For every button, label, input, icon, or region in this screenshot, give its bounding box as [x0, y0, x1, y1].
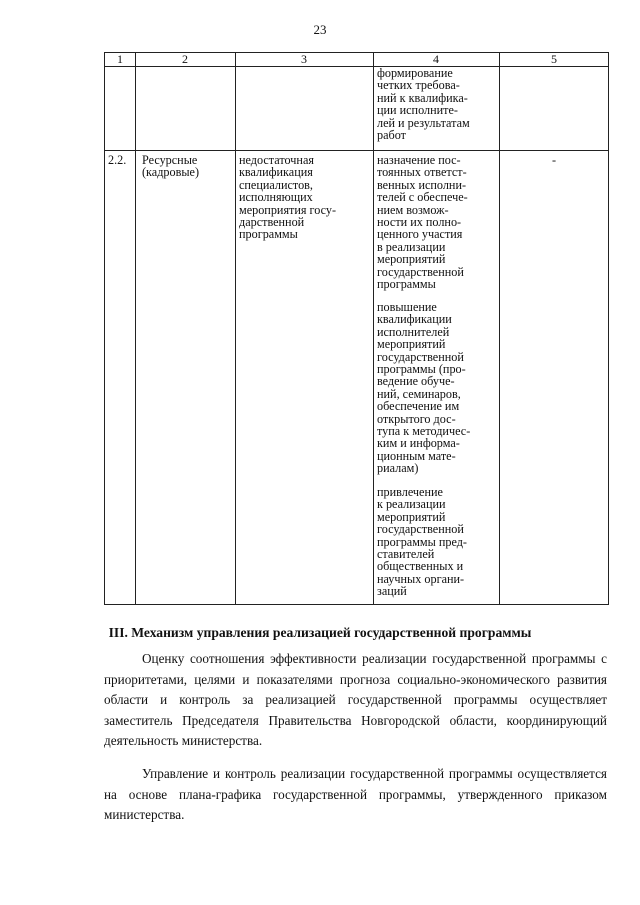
cell-line: ности их полно- — [377, 215, 462, 230]
cell-line: государственной — [377, 264, 464, 279]
cell-line: мероприятий — [377, 337, 446, 352]
cell-line: привлечение — [377, 485, 443, 499]
cell-line: открытого дос- — [377, 411, 456, 426]
cell-line: тоянных ответст- — [377, 165, 467, 180]
page-number: 23 — [313, 22, 327, 37]
cell-line: тупа к методичес- — [377, 424, 471, 439]
header-col-1: 1 — [117, 52, 123, 66]
cell-line: научных органи- — [377, 571, 465, 586]
measure-1-cell — [377, 154, 468, 290]
cell-line: мероприятий — [377, 252, 446, 267]
cell-line: программы — [377, 277, 436, 292]
header-col-5: 5 — [551, 52, 557, 66]
cell-line: (кадровые) — [142, 165, 200, 180]
cell-line: государственной — [377, 349, 464, 364]
cell-line: формирование — [377, 66, 453, 80]
header-col-2: 2 — [182, 52, 188, 66]
cell-line: ции исполните- — [377, 103, 458, 118]
risk-table — [104, 52, 609, 605]
cell-line: ний к квалифика- — [377, 90, 468, 105]
risk-type-cell — [142, 154, 199, 179]
cell-line: программы — [239, 227, 298, 242]
cell-line: ставителей — [377, 547, 435, 562]
measure-3-cell — [377, 486, 467, 598]
cell-line: лей и результатам — [377, 115, 470, 130]
column-divider — [499, 53, 500, 604]
cell-line: ким и информа- — [377, 436, 460, 451]
cell-line: венных исполни- — [377, 177, 467, 192]
column-5-value: - — [551, 153, 557, 167]
measure-2-cell — [377, 301, 470, 475]
column-divider — [373, 53, 374, 604]
section-heading: III. Механизм управления реализацией государственной программы — [108, 625, 532, 640]
cell-line: мероприятия госу- — [239, 202, 337, 217]
paragraph-text: Оценку соотношения эффективности реализации государственной программы с приоритетами, целями и показателями прогноза социально-экономического развития области и контроль за реализацией государственной программы осуществляет заместитель Председателя Правительства Новгородской области, координирующий деятельность министерства. — [104, 651, 607, 748]
cell-line: мероприятий — [377, 509, 446, 524]
continued-measure-cell — [377, 67, 470, 141]
cell-line: ведение обуче- — [377, 374, 455, 389]
cell-line: нием возмож- — [377, 202, 449, 217]
cell-line: ценного участия — [377, 227, 463, 242]
cell-line: работ — [377, 128, 406, 143]
cell-line: обеспечение им — [377, 399, 460, 414]
cell-line: исполняющих — [239, 190, 313, 205]
row-number: 2.2. — [108, 153, 127, 167]
cell-line: назначение пос- — [377, 153, 461, 167]
cell-line: общественных и — [377, 559, 464, 574]
paragraph-text: Управление и контроль реализации государственной программы осуществляется на основе плана-графика государственной программы, утвержденного приказом министерства. — [104, 766, 607, 822]
row-divider — [105, 150, 608, 151]
cell-line: ний, семинаров, — [377, 386, 461, 401]
cell-line: телей с обеспече- — [377, 190, 468, 205]
header-col-4: 4 — [433, 52, 439, 66]
cell-line: дарственной — [239, 215, 305, 230]
column-divider — [235, 53, 236, 604]
cell-line: исполнителей — [377, 324, 450, 339]
cell-line: программы (про- — [377, 362, 466, 377]
cell-line: Ресурсные — [142, 153, 198, 167]
cell-line: риалам) — [377, 461, 419, 476]
cell-line: заций — [377, 584, 407, 599]
cell-line: недостаточная — [239, 153, 314, 167]
cell-line: в реализации — [377, 239, 446, 254]
paragraph-2 — [104, 764, 607, 826]
cell-line: четких требова- — [377, 78, 460, 93]
cell-line: квалификации — [377, 312, 452, 327]
header-col-3: 3 — [301, 52, 307, 66]
column-divider — [135, 53, 136, 604]
risk-description-cell — [239, 154, 336, 241]
cell-line: повышение — [377, 300, 437, 314]
cell-line: программы пред- — [377, 534, 467, 549]
cell-line: квалификация — [239, 165, 313, 180]
paragraph-1 — [104, 649, 607, 752]
header-divider — [105, 66, 608, 67]
cell-line: ционным мате- — [377, 448, 456, 463]
cell-line: специалистов, — [239, 177, 313, 192]
cell-line: государственной — [377, 522, 464, 537]
cell-line: к реализации — [377, 497, 446, 512]
